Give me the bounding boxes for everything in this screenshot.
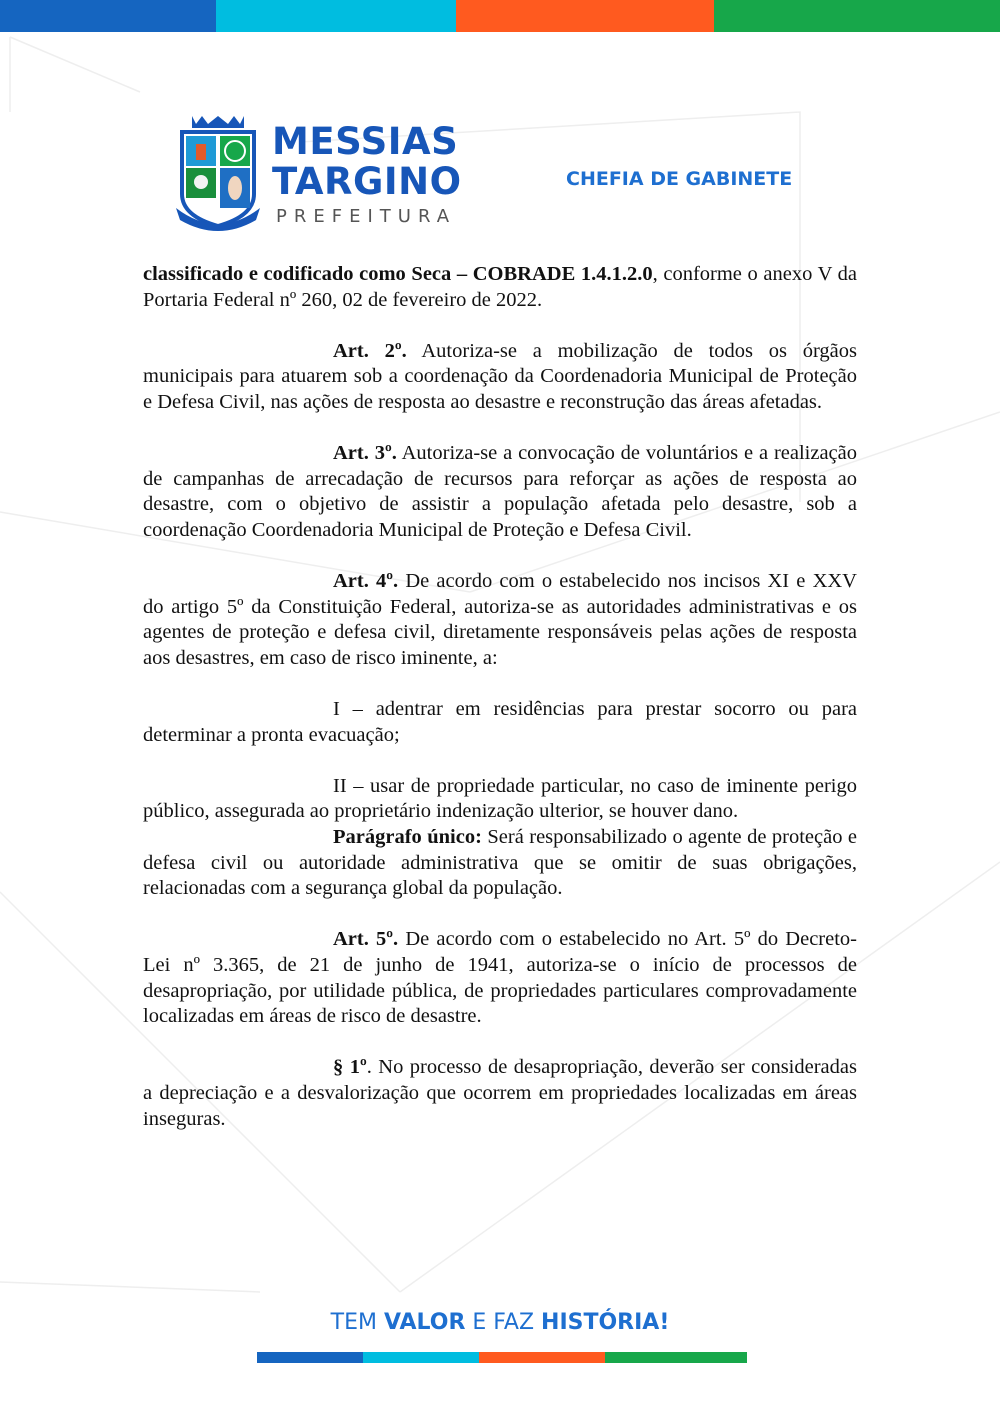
inciso-1: I – adentrar em residências para prestar socorro ou para determinar a pronta evacuação;	[143, 698, 857, 746]
top-bar-cyan-segment	[216, 0, 456, 32]
brand-line-2: TARGINO	[272, 160, 462, 203]
section-1	[143, 1055, 857, 1132]
section-1-text: . No processo de desapropriação, deverão ser consideradas a depreciação e a desvalorização que ocorrem em propriedades localizadas em áreas inseguras.	[143, 1056, 857, 1130]
slogan-part-1: TEM	[330, 1310, 384, 1335]
inciso-2: II – usar de propriedade particular, no caso de iminente perigo público, assegurada ao proprietário indenização ulterior, se houver dano.	[143, 774, 857, 823]
paragraph-cobrade-text: , conforme o anexo V da Portaria Federal nº 260, 02 de fevereiro de 2022.	[143, 263, 857, 311]
paragrafo-unico-label: Parágrafo único:	[333, 826, 482, 849]
article-5-label: Art. 5º.	[333, 928, 399, 951]
slogan-part-4: HISTÓRIA!	[541, 1310, 670, 1335]
cobrade-code: classificado e codificado como Seca – COBRADE 1.4.1.2.0	[143, 263, 653, 285]
article-4-label: Art. 4º.	[333, 570, 399, 593]
article-4	[143, 569, 857, 671]
municipal-coat-of-arms-icon	[172, 116, 264, 234]
article-4-text: De acordo com o estabelecido nos incisos XI e XXV do artigo 5º da Constituição Federal, autoriza-se as autoridades administrativas e os agentes de proteção e defesa civil, diretamente responsáveis pelas ações de resposta aos desastres, em caso de risco iminente, a:	[143, 570, 857, 669]
paragrafo-unico-text: Será responsabilizado o agente de proteção e defesa civil ou autoridade administrativa que se omitir de suas obrigações, relacionadas com a segurança global da população.	[143, 826, 857, 900]
bottom-bar-green-segment	[605, 1352, 747, 1363]
bottom-bar-blue-segment	[257, 1352, 363, 1363]
document-body	[143, 262, 857, 1158]
top-color-bar	[0, 0, 1000, 32]
article-2	[143, 339, 857, 416]
top-bar-blue-segment	[0, 0, 216, 32]
paragrafo-unico	[143, 825, 857, 902]
bottom-bar-orange-segment	[479, 1352, 605, 1363]
letterhead	[172, 116, 812, 240]
brand-wordmark	[272, 122, 462, 227]
slogan-part-2: VALOR	[383, 1310, 466, 1335]
article-2-text: Autoriza-se a mobilização de todos os órgãos municipais para atuarem sob a coordenação da Coordenadoria Municipal de Proteção e Defesa Civil, nas ações de resposta ao desastre e reconstrução das áreas afetadas.	[143, 339, 857, 413]
footer-slogan	[0, 1310, 1000, 1335]
brand-line-1: MESSIAS	[272, 120, 459, 163]
article-5-text: De acordo com o estabelecido no Art. 5º do Decreto-Lei nº 3.365, de 21 de junho de 1941, autoriza-se o início de processos de desapropriação, por utilidade pública, de propriedades particulares comprovadamente localizadas em áreas de risco de desastre.	[143, 928, 857, 1028]
top-bar-orange-segment	[456, 0, 714, 32]
article-3	[143, 441, 857, 543]
article-3-label: Art. 3º.	[333, 442, 397, 465]
article-2-label: Art. 2º.	[333, 339, 407, 362]
top-bar-green-segment	[714, 0, 1000, 32]
bottom-color-bar	[257, 1352, 747, 1363]
brand-subtitle: PREFEITURA	[276, 206, 457, 227]
slogan-part-3: E FAZ	[465, 1310, 542, 1335]
article-5	[143, 927, 857, 1029]
article-3-text: Autoriza-se a convocação de voluntários e a realização de campanhas de arrecadação de recursos para reforçar as ações de resposta ao desastre, com o objetivo de assistir a população afetada pelo desastre, sob a coordenação Coordenadoria Municipal de Proteção e Defesa Civil.	[143, 442, 858, 541]
bottom-bar-cyan-segment	[363, 1352, 479, 1363]
section-1-label: § 1º	[333, 1056, 367, 1079]
department-title: CHEFIA DE GABINETE	[566, 168, 793, 190]
paragraph-cobrade	[143, 262, 857, 313]
